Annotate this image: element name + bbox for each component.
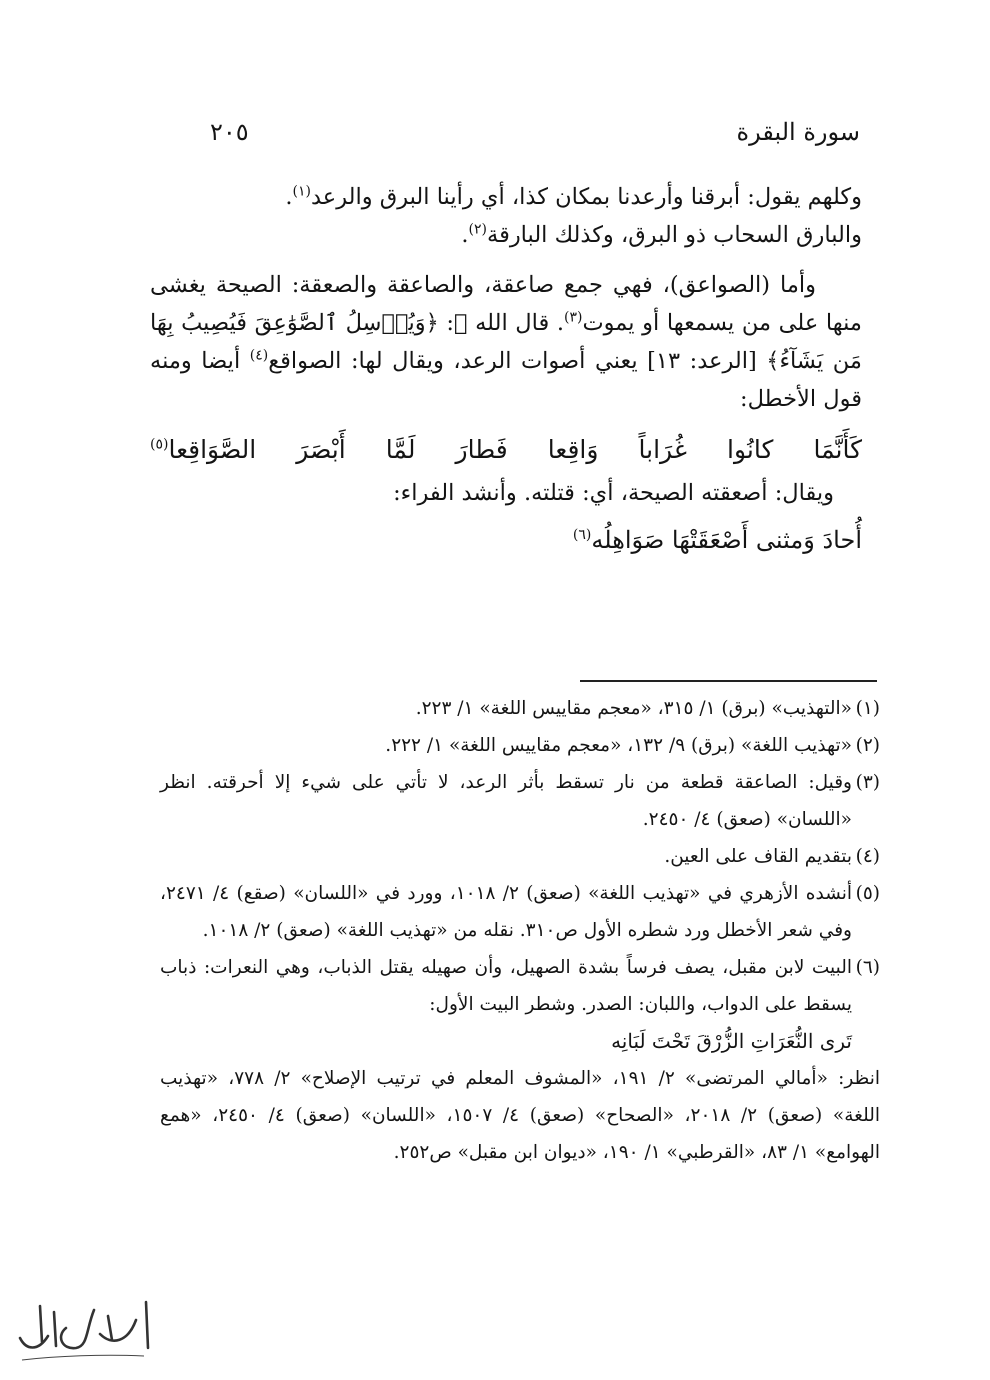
footnote-1: (١) «التهذيب» (برق) ١/ ٣١٥، «معجم مقاييس اللغة» ١/ ٢٢٣. bbox=[415, 698, 880, 719]
paragraph-1: وكلهم يقول: أبرقنا وأرعدنا بمكان كذا، أي رأينا البرق والرعد$^{(١)}$. bbox=[285, 183, 862, 210]
footnote-ref-6[interactable]: (٦) bbox=[572, 527, 592, 543]
footnote-4: (٤) بتقديم القاف على العين. bbox=[664, 846, 880, 867]
footnotes bbox=[160, 690, 880, 1171]
footnote-6-verse: تَرى النُّعَرَاتِ الزُّرْقَ تَحْتَ لَبَانِه bbox=[611, 1029, 852, 1053]
footnote-ref-4[interactable]: (٤) bbox=[249, 347, 269, 364]
footnote-5: (٥) أنشده الأزهري في «تهذيب اللغة» (صعق) ٢/ ١٠١٨، وورد في «اللسان» (صقع) ٤/ ٢٤٧١، وفي شعر الأخطل ورد شطره الأول ص٣١٠. نقله من «تهذيب اللغة» (صعق) ٢/ ١٠١٨. bbox=[160, 883, 880, 941]
verse-akhtal: كَأَنَّمَا كانُوا غُرَاباً وَاقِعا فَطارَ لَمَّا أَبْصَرَ الصَّوَاقِعا$^{(٥)}$ bbox=[150, 435, 862, 464]
main-text bbox=[150, 178, 862, 562]
footnote-6: (٦) البيت لابن مقبل، يصف فرساً بشدة الصهيل، وأن صهيله يقتل الذباب، وهي النعرات: ذباب يسقط على الدواب، واللبان: الصدر. وشطر البيت الأول: bbox=[160, 957, 880, 1015]
paragraph-2: والبارق السحاب ذو البرق، وكذلك البارقة$^{(٢)}$. bbox=[461, 221, 862, 248]
paragraph-3: وأما (الصواعق)، فهي جمع صاعقة، والصاعقة والصعقة: الصيحة يغشى منها على من يسمعها أو يموت$^{(٣)}$. قال الله ﷻ: ﴿وَيُرۡسِلُ ٱلصَّوَٰعِقَ فَيُصِيبُ بِهَا مَن يَشَآءُ﴾ [الرعد: ١٣] يعني أصوات الرعد، ويقال لها: الصواقع$^{(٤)}$ أيضا ومنه قول الأخطل: bbox=[150, 272, 862, 412]
publisher-logo bbox=[8, 1290, 158, 1370]
footnote-6-references: انظر: «أمالي المرتضى» ٢/ ١٩١، «المشوف المعلم في ترتيب الإصلاح» ٢/ ٧٧٨، «تهذيب اللغة» (صعق) ٢/ ٢٠١٨، «الصحاح» (صعق) ٤/ ١٥٠٧، «اللسان» (صعق) ٤/ ٢٤٥٠، «همع الهوامع» ١/ ٨٣، «القرطبي» ١/ ١٩٠، «ديوان ابن مقبل» ص٢٥٢. bbox=[160, 1068, 880, 1163]
footnote-ref-2[interactable]: (٢) bbox=[468, 221, 487, 238]
footnote-ref-5[interactable]: (٥) bbox=[150, 436, 169, 453]
page-number: ٢٠٥ bbox=[210, 118, 249, 146]
footnote-3: (٣) وقيل: الصاعقة قطعة من نار تسقط بأثر الرعد، لا تأتي على شيء إلا أحرقته. انظر «اللسان» (صعق) ٤/ ٢٤٥٠. bbox=[160, 772, 880, 830]
footnote-ref-1[interactable]: (١) bbox=[292, 183, 311, 200]
paragraph-4: ويقال: أصعقته الصيحة، أي: قتلته. وأنشد الفراء: bbox=[393, 480, 834, 506]
footnote-ref-3[interactable]: (٣) bbox=[564, 309, 583, 326]
footnote-divider bbox=[580, 680, 877, 682]
verse-farra: أُحادَ وَمثنى أَصْعَقَتْهَا صَوَاهِلُه$^{(٦)}$ bbox=[572, 526, 862, 554]
footnote-2: (٢) «تهذيب اللغة» (برق) ٩/ ١٣٢، «معجم مقاييس اللغة» ١/ ٢٢٢. bbox=[385, 735, 880, 756]
sura-title: سورة البقرة bbox=[736, 118, 860, 146]
page-header bbox=[150, 118, 860, 158]
